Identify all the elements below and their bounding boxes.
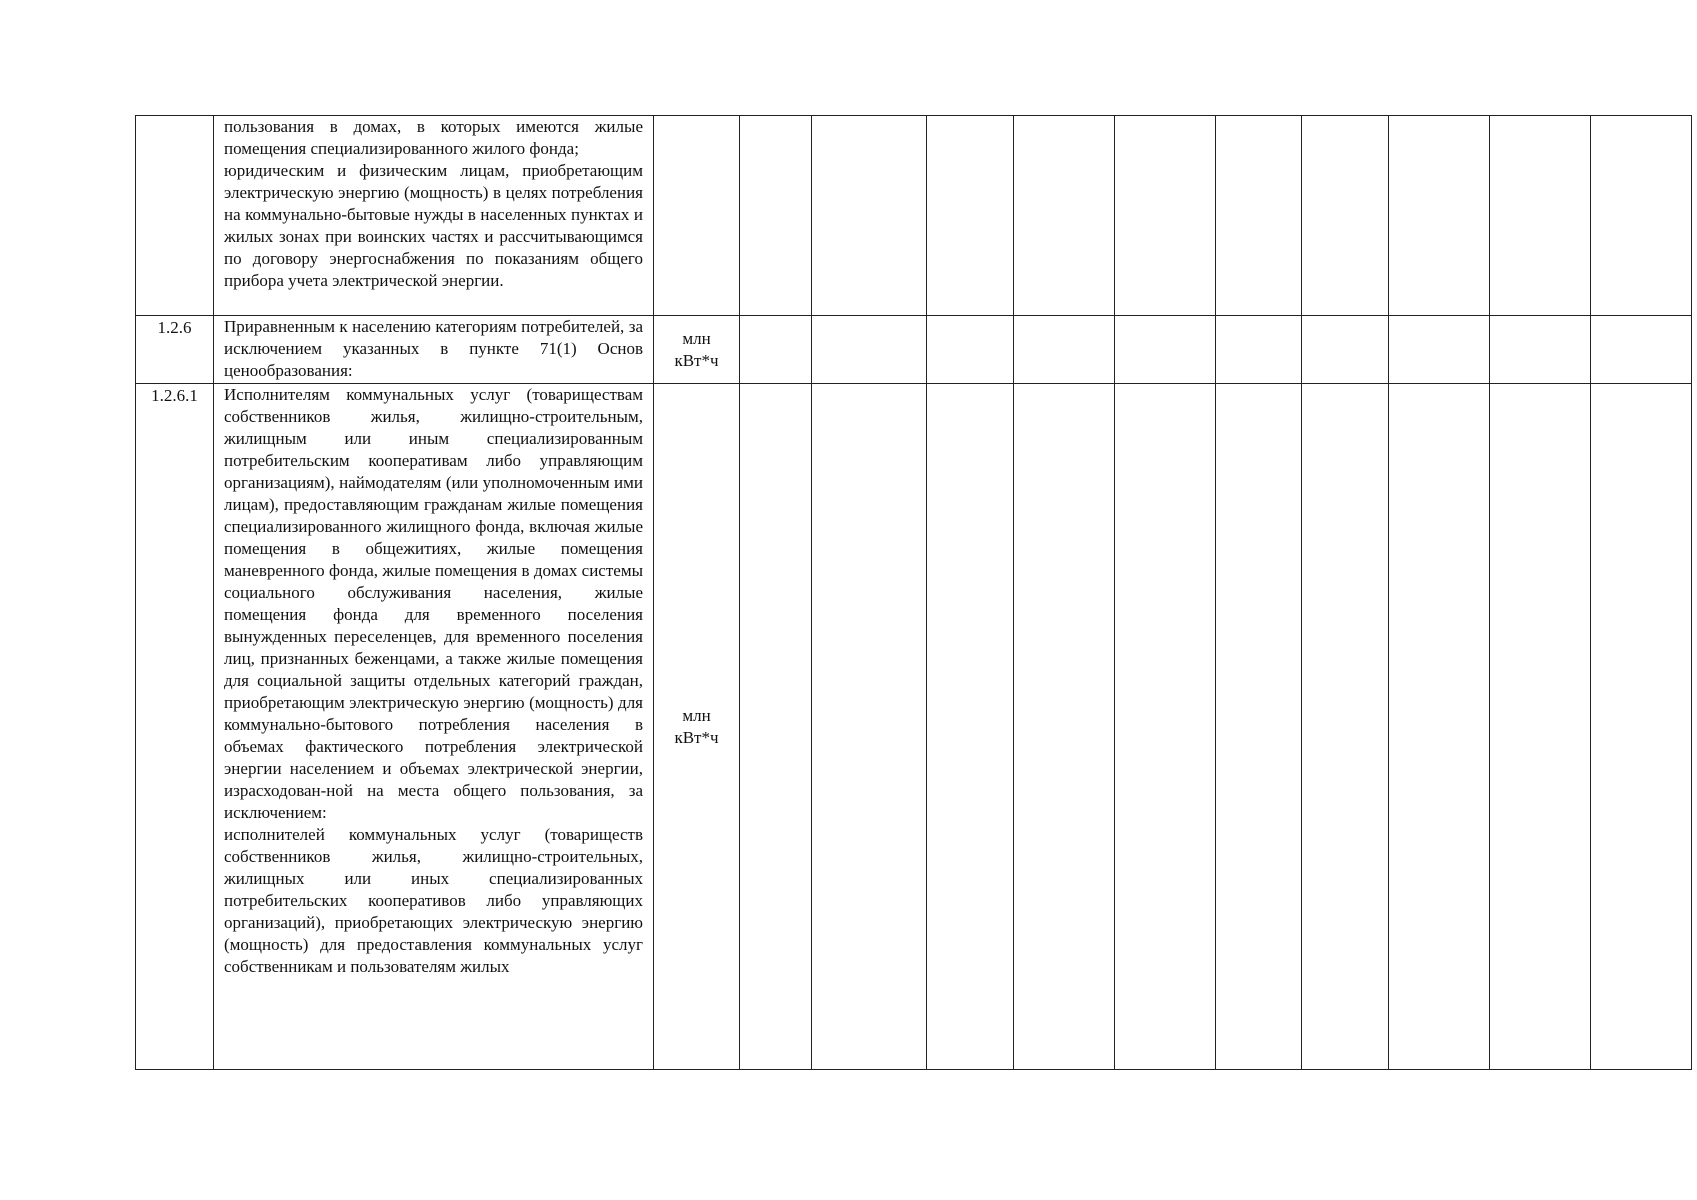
row-description bbox=[214, 316, 654, 384]
value-cell bbox=[1591, 384, 1692, 1070]
value-cell bbox=[1216, 384, 1302, 1070]
value-cell bbox=[740, 316, 812, 384]
description-paragraph: исполнителей коммунальных услуг (товариществ собственников жилья, жилищно-строительных, жилищных или иных специализированных потребительских кооперативов либо управляющих организаций), приобретающих электрическую энергию (мощность) для предоставления коммунальных услуг собственникам и пользователям жилых bbox=[224, 825, 643, 976]
unit-line: кВт*ч bbox=[674, 350, 719, 370]
value-cell bbox=[1302, 116, 1389, 316]
data-table bbox=[135, 115, 1692, 1070]
value-cell bbox=[1389, 316, 1490, 384]
value-cell bbox=[927, 316, 1014, 384]
value-cell bbox=[1389, 384, 1490, 1070]
table-row bbox=[136, 316, 1692, 384]
value-cell bbox=[740, 384, 812, 1070]
value-cell bbox=[1115, 384, 1216, 1070]
row-description bbox=[214, 116, 654, 316]
value-cell bbox=[1490, 116, 1591, 316]
value-cell bbox=[1591, 116, 1692, 316]
table-row bbox=[136, 116, 1692, 316]
row-unit bbox=[654, 116, 740, 316]
unit-line: кВт*ч bbox=[674, 727, 719, 747]
value-cell bbox=[812, 116, 927, 316]
row-unit bbox=[654, 384, 740, 1070]
description-paragraph: Исполнителям коммунальных услуг (товариществам собственников жилья, жилищно-строительным, жилищным или иным специализированным потребительским кооперативам либо управляющим организациям), наймодателям (или уполномоченным ими лицам), предоставляющим гражданам жилые помещения специализированного жилищного фонда, включая жилые помещения в общежитиях, жилые помещения маневренного фонда, жилые помещения в домах системы социального обслуживания населения, жилые помещения фонда для временного поселения вынужденных переселенцев, для временного поселения лиц, признанных беженцами, а также жилые помещения для социальной защиты отдельных категорий граждан, приобретающим электрическую энергию (мощность) для коммунально-бытового потребления населения в объемах фактического потребления электрической энергии населением и объемах электрической энергии, израсходован-ной на места общего пользования, за исключением: bbox=[224, 385, 643, 822]
row-number: 1.2.6.1 bbox=[136, 384, 214, 1070]
value-cell bbox=[1216, 116, 1302, 316]
value-cell bbox=[1115, 316, 1216, 384]
table-row bbox=[136, 384, 1692, 1070]
value-cell bbox=[927, 384, 1014, 1070]
unit-line: млн bbox=[682, 328, 711, 348]
description-paragraph: Приравненным к населению категориям потребителей, за исключением указанных в пункте 71(1) Основ ценообразования: bbox=[224, 317, 643, 380]
value-cell bbox=[1014, 116, 1115, 316]
value-cell bbox=[1302, 384, 1389, 1070]
value-cell bbox=[1302, 316, 1389, 384]
value-cell bbox=[1389, 116, 1490, 316]
value-cell bbox=[1216, 316, 1302, 384]
value-cell bbox=[812, 316, 927, 384]
description-paragraph: юридическим и физическим лицам, приобретающим электрическую энергию (мощность) в целях потребления на коммунально-бытовые нужды в населенных пунктах и жилых зонах при воинских частях и рассчитывающимся по договору энергоснабжения по показаниям общего прибора учета электрической энергии. bbox=[224, 161, 643, 290]
value-cell bbox=[1014, 316, 1115, 384]
value-cell bbox=[1490, 316, 1591, 384]
row-number: 1.2.6 bbox=[136, 316, 214, 384]
value-cell bbox=[927, 116, 1014, 316]
row-description bbox=[214, 384, 654, 1070]
unit-line: млн bbox=[682, 705, 711, 725]
value-cell bbox=[1115, 116, 1216, 316]
value-cell bbox=[1490, 384, 1591, 1070]
description-paragraph: пользования в домах, в которых имеются жилые помещения специализированного жилого фонда; bbox=[224, 117, 643, 158]
row-unit bbox=[654, 316, 740, 384]
value-cell bbox=[1014, 384, 1115, 1070]
value-cell bbox=[1591, 316, 1692, 384]
value-cell bbox=[740, 116, 812, 316]
value-cell bbox=[812, 384, 927, 1070]
row-number bbox=[136, 116, 214, 316]
